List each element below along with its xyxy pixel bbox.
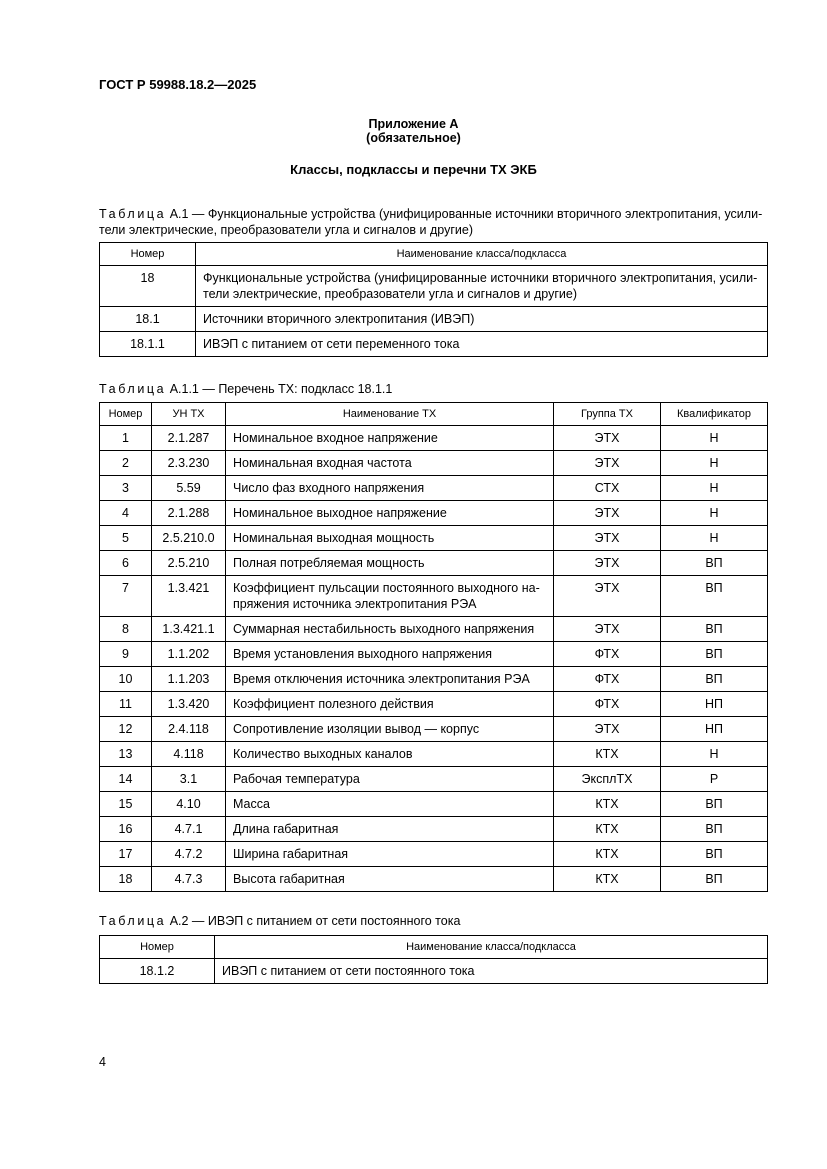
cell-group: ЭТХ [554,551,661,576]
table-a1-caption [99,206,769,238]
table-row [100,526,768,551]
table-a11-header [100,403,768,426]
cell-number: 12 [100,717,152,742]
cell-un: 2.1.287 [152,426,226,451]
cell-number: 8 [100,617,152,642]
cell-un: 4.7.2 [152,842,226,867]
document-code: ГОСТ Р 59988.18.2—2025 [99,77,257,92]
col-header-number: Номер [100,403,152,426]
table-row [100,742,768,767]
cell-group: КТХ [554,742,661,767]
cell-group: КТХ [554,842,661,867]
cell-class-name: ИВЭП с питанием от сети постоянного тока [215,959,768,984]
cell-qualifier: ВП [661,792,768,817]
table-a1-caption-line2: тели электрические, преобразователи угла и сигналов и другие) [99,223,474,237]
cell-number: 17 [100,842,152,867]
table-row [100,617,768,642]
cell-un: 3.1 [152,767,226,792]
cell-number: 16 [100,817,152,842]
cell-qualifier: ВП [661,642,768,667]
table-row [100,767,768,792]
cell-un: 4.118 [152,742,226,767]
table-a2-caption-text: А.2 — ИВЭП с питанием от сети постоянного тока [166,914,461,928]
cell-number: 4 [100,501,152,526]
table-row [100,817,768,842]
cell-un: 2.4.118 [152,717,226,742]
col-header-number: Номер [100,243,196,266]
cell-qualifier: ВП [661,867,768,892]
table-row [100,266,768,307]
cell-name: Номинальное выходное напряжение [226,501,554,526]
appendix-heading: Классы, подклассы и перечни ТХ ЭКБ [290,162,537,177]
col-header-group: Группа ТХ [554,403,661,426]
cell-group: ЭксплТХ [554,767,661,792]
cell-qualifier: Н [661,501,768,526]
cell-name [226,576,554,617]
col-header-class-name: Наименование класса/подкласса [196,243,768,266]
table-row [100,426,768,451]
table-row [100,867,768,892]
table-row [100,576,768,617]
cell-number: 18 [100,867,152,892]
cell-group: КТХ [554,867,661,892]
cell-class-name-line2: тели электрические, преобразователи угла и сигналов и другие) [203,287,578,301]
cell-group: КТХ [554,792,661,817]
table-a1 [99,242,768,357]
cell-group: СТХ [554,476,661,501]
cell-qualifier: Н [661,451,768,476]
cell-number: 3 [100,476,152,501]
cell-group: ФТХ [554,692,661,717]
cell-name: Номинальная выходная мощность [226,526,554,551]
cell-name: Коэффициент полезного действия [226,692,554,717]
cell-number: 18 [100,266,196,307]
cell-name: Сопротивление изоляции вывод — корпус [226,717,554,742]
cell-name: Время отключения источника электропитания РЭА [226,667,554,692]
cell-qualifier: ВП [661,617,768,642]
cell-name-line1: Коэффициент пульсации постоянного выходного на- [233,581,540,595]
col-header-name: Наименование ТХ [226,403,554,426]
cell-group: ЭТХ [554,501,661,526]
table-row [100,959,768,984]
table-a2-caption [99,913,769,929]
cell-un: 4.10 [152,792,226,817]
cell-class-name: Источники вторичного электропитания (ИВЭП) [196,307,768,332]
table-row [100,667,768,692]
cell-name: Время установления выходного напряжения [226,642,554,667]
col-header-number: Номер [100,936,215,959]
cell-group: ЭТХ [554,526,661,551]
table-row [100,332,768,357]
table-a1-header [100,243,768,266]
table-row [100,842,768,867]
cell-class-name: ИВЭП с питанием от сети переменного тока [196,332,768,357]
cell-un: 4.7.1 [152,817,226,842]
cell-number: 15 [100,792,152,817]
cell-un: 2.1.288 [152,501,226,526]
cell-number: 14 [100,767,152,792]
cell-number: 10 [100,667,152,692]
cell-number: 9 [100,642,152,667]
cell-name: Номинальное входное напряжение [226,426,554,451]
cell-qualifier: НП [661,692,768,717]
cell-name: Количество выходных каналов [226,742,554,767]
cell-number: 1 [100,426,152,451]
cell-qualifier: НП [661,717,768,742]
table-a11-caption [99,381,769,397]
cell-number: 5 [100,526,152,551]
table-row [100,692,768,717]
table-row [100,792,768,817]
table-a1-label: Таблица [99,207,167,221]
cell-un: 1.1.203 [152,667,226,692]
cell-un: 1.3.421.1 [152,617,226,642]
cell-qualifier: ВП [661,667,768,692]
cell-name: Высота габаритная [226,867,554,892]
table-row [100,476,768,501]
cell-number: 11 [100,692,152,717]
cell-qualifier: Н [661,426,768,451]
table-a2 [99,935,768,984]
cell-number: 18.1.2 [100,959,215,984]
cell-number: 2 [100,451,152,476]
table-a11-caption-text: А.1.1 — Перечень ТХ: подкласс 18.1.1 [166,382,393,396]
page-number: 4 [99,1055,106,1069]
cell-group: ЭТХ [554,426,661,451]
cell-name: Рабочая температура [226,767,554,792]
cell-qualifier: Н [661,526,768,551]
table-a11-label: Таблица [99,382,167,396]
table-a2-label: Таблица [99,914,167,928]
cell-un: 1.3.420 [152,692,226,717]
table-row [100,501,768,526]
cell-group: ЭТХ [554,576,661,617]
cell-un: 1.3.421 [152,576,226,617]
cell-group: ЭТХ [554,617,661,642]
cell-name: Число фаз входного напряжения [226,476,554,501]
cell-class-name [196,266,768,307]
col-header-qualifier: Квалификатор [661,403,768,426]
appendix-title: Приложение А [368,117,459,131]
cell-name: Полная потребляемая мощность [226,551,554,576]
cell-number: 6 [100,551,152,576]
cell-group: ФТХ [554,642,661,667]
cell-number: 13 [100,742,152,767]
cell-group: ФТХ [554,667,661,692]
cell-number: 18.1 [100,307,196,332]
cell-un: 1.1.202 [152,642,226,667]
cell-group: ЭТХ [554,451,661,476]
cell-name: Масса [226,792,554,817]
appendix-subtitle: (обязательное) [366,131,461,145]
table-row [100,551,768,576]
cell-name: Ширина габаритная [226,842,554,867]
table-row [100,307,768,332]
col-header-un: УН ТХ [152,403,226,426]
table-a2-header [100,936,768,959]
cell-qualifier: Н [661,476,768,501]
cell-name: Суммарная нестабильность выходного напряжения [226,617,554,642]
cell-name: Номинальная входная частота [226,451,554,476]
table-row [100,451,768,476]
cell-un: 5.59 [152,476,226,501]
table-row [100,717,768,742]
cell-group: КТХ [554,817,661,842]
cell-number: 7 [100,576,152,617]
cell-un: 2.5.210 [152,551,226,576]
cell-un: 2.5.210.0 [152,526,226,551]
cell-class-name-line1: Функциональные устройства (унифицированные источники вторичного электропитания, усили- [203,271,758,285]
cell-un: 4.7.3 [152,867,226,892]
cell-number: 18.1.1 [100,332,196,357]
cell-name: Длина габаритная [226,817,554,842]
table-a11 [99,402,768,892]
cell-group: ЭТХ [554,717,661,742]
col-header-class-name: Наименование класса/подкласса [215,936,768,959]
cell-un: 2.3.230 [152,451,226,476]
cell-qualifier: ВП [661,817,768,842]
table-row [100,642,768,667]
cell-name-line2: пряжения источника электропитания РЭА [233,597,477,611]
table-a1-caption-text: А.1 — Функциональные устройства (унифицированные источники вторичного электропитания, усили- [166,207,763,221]
cell-qualifier: Р [661,767,768,792]
cell-qualifier: Н [661,742,768,767]
cell-qualifier: ВП [661,842,768,867]
cell-qualifier: ВП [661,551,768,576]
cell-qualifier: ВП [661,576,768,617]
